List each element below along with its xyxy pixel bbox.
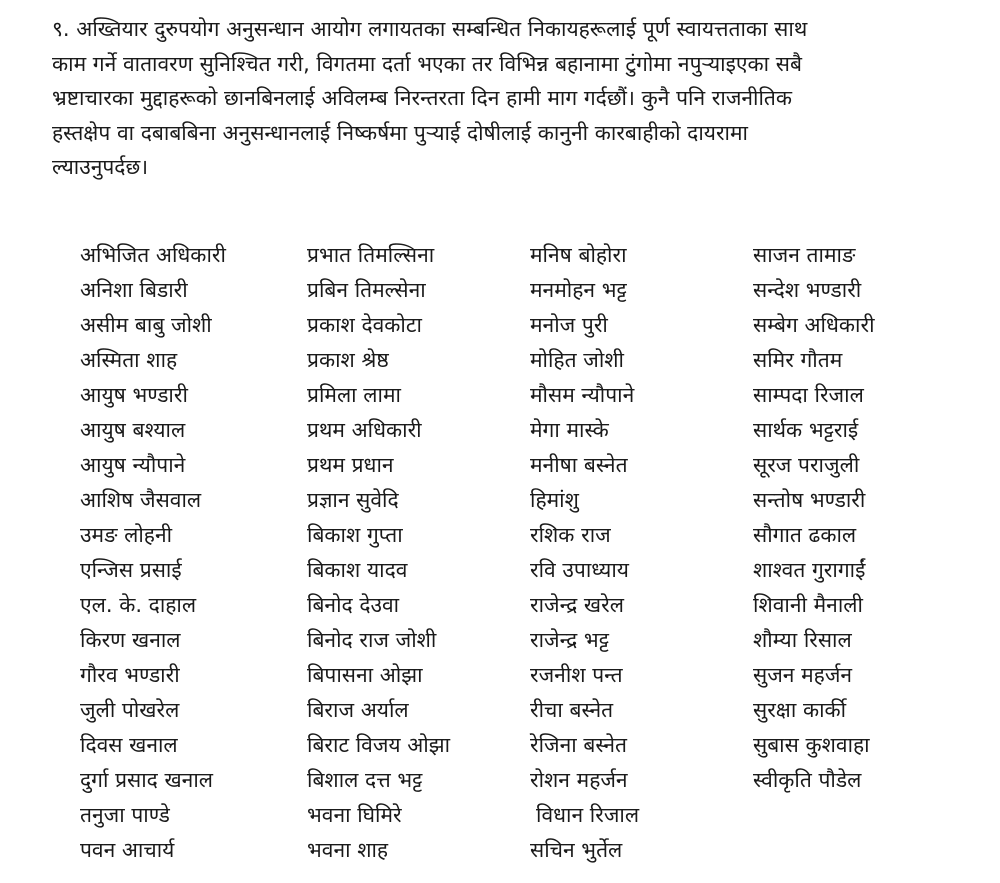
paragraph-line: हस्तक्षेप वा दबाबबिना अनुसन्धानलाई निष्कर्षमा पुऱ्याई दोषीलाई कानुनी कारबाहीको दायरामा	[52, 120, 748, 145]
signatory-name: प्रथम अधिकारी	[307, 418, 422, 442]
signatory-name: बिशाल दत्त भट्ट	[307, 768, 423, 792]
signatory-name: प्रमिला लामा	[307, 383, 401, 407]
signatory-name: रवि उपाध्याय	[530, 558, 629, 582]
signatory-name: शिवानी मैनाली	[753, 593, 863, 617]
signatory-name: भवना घिमिरे	[307, 803, 402, 827]
signatory-name: सुजन महर्जन	[753, 663, 853, 687]
signatory-name: एल. के. दाहाल	[80, 593, 197, 617]
signatory-name: मनीषा बस्नेत	[530, 453, 628, 477]
signatory-name: सौगात ढकाल	[753, 523, 857, 547]
signatory-name: प्रकाश श्रेष्ठ	[307, 348, 389, 372]
signatory-name: आयुष बश्याल	[80, 418, 186, 442]
signatory-column-3	[530, 238, 750, 868]
signatory-name: पवन आचार्य	[80, 838, 175, 862]
signatory-name: भवना शाह	[307, 838, 389, 862]
signatory-name: विधान रिजाल	[536, 803, 640, 827]
signatory-name: बिराट विजय ओझा	[307, 733, 451, 757]
signatory-name: बिराज अर्याल	[307, 698, 409, 722]
paragraph-line: काम गर्ने वातावरण सुनिश्चित गरी, विगतमा दर्ता भएका तर विभिन्न बहानामा टुंगोमा नपुऱ्याइएका सबै	[52, 51, 802, 76]
signatory-name: अस्मिता शाह	[80, 348, 178, 372]
signatory-name: बिनोद राज जोशी	[307, 628, 437, 652]
signatory-name: बिकाश यादव	[307, 558, 408, 582]
signatory-name: सूरज पराजुली	[753, 453, 860, 477]
signatory-name: रजनीश पन्त	[530, 663, 623, 687]
signatory-column-2	[307, 238, 527, 868]
signatory-name: हिमांशु	[530, 488, 579, 512]
signatory-name: रोशन महर्जन	[530, 768, 628, 792]
signatory-name: बिनोद देउवा	[307, 593, 400, 617]
signatory-name: राजेन्द्र भट्ट	[530, 628, 609, 652]
signatory-name: अभिजित अधिकारी	[80, 243, 226, 267]
signatory-name: जुली पोखरेल	[80, 698, 180, 722]
signatory-name: सचिन भुर्तेल	[530, 838, 623, 862]
signatory-name: तनुजा पाण्डे	[80, 803, 170, 827]
signatory-name: असीम बाबु जोशी	[80, 313, 212, 337]
paragraph-line: ९. अख्तियार दुरुपयोग अनुसन्धान आयोग लगायतका सम्बन्धित निकायहरूलाई पूर्ण स्वायत्तताका साथ	[52, 17, 808, 41]
signatory-name: शाश्वत गुरागाईं	[753, 558, 866, 582]
signatory-name: सार्थक भट्टराई	[753, 418, 859, 442]
signatory-name: अनिशा बिडारी	[80, 278, 188, 302]
signatory-name: सन्देश भण्डारी	[753, 278, 862, 302]
signatory-name: रशिक राज	[530, 523, 611, 547]
signatory-name: मोहित जोशी	[530, 348, 624, 372]
paragraph-line: भ्रष्टाचारका मुद्दाहरूको छानबिनलाई अविलम्ब निरन्तरता दिन हामी माग गर्दछौं। कुनै पनि राजनीतिक	[52, 86, 793, 110]
signatory-name: प्रकाश देवकोटा	[307, 313, 422, 337]
signatory-name: बिकाश गुप्ता	[307, 523, 403, 547]
signatory-name: प्रज्ञान सुवेदि	[307, 488, 399, 512]
signatory-name: सम्बेग अधिकारी	[753, 313, 875, 337]
signatory-name: स्वीकृति पौडेल	[753, 768, 862, 792]
signatory-column-4	[753, 238, 973, 798]
signatory-name: रेजिना बस्नेत	[530, 733, 628, 757]
signatory-name: प्रभात तिमल्सिना	[307, 243, 435, 267]
signatory-name: आयुष भण्डारी	[80, 383, 188, 407]
signatory-name: समिर गौतम	[753, 348, 843, 372]
signatory-name: साम्पदा रिजाल	[753, 383, 864, 407]
signatory-name: प्रथम प्रधान	[307, 453, 394, 477]
signatory-name: सुरक्षा कार्की	[753, 698, 847, 722]
signatory-name: दुर्गा प्रसाद खनाल	[80, 768, 214, 792]
signatory-name: सुबास कुशवाहा	[753, 733, 870, 757]
signatory-name: मनिष बोहोरा	[530, 243, 627, 267]
signatory-name: एन्जिस प्रसाई	[80, 558, 182, 582]
paragraph-line: ल्याउनुपर्दछ।	[52, 155, 149, 179]
signatory-name: आयुष न्यौपाने	[80, 453, 186, 477]
signatory-name: उमङ लोहनी	[80, 523, 173, 547]
signatory-name: किरण खनाल	[80, 628, 181, 652]
signatory-name: मनोज पुरी	[530, 313, 608, 337]
signatory-name: राजेन्द्र खरेल	[530, 593, 624, 617]
signatory-name: आशिष जैसवाल	[80, 488, 202, 512]
signatory-name: रीचा बस्नेत	[530, 698, 614, 722]
signatory-name: साजन तामाङ	[753, 243, 856, 267]
signatory-name: शौम्या रिसाल	[753, 628, 852, 652]
signatory-name: बिपासना ओझा	[307, 663, 423, 687]
signatory-column-1	[80, 238, 300, 868]
signatory-name: मनमोहन भट्ट	[530, 278, 627, 302]
signatory-name: मौसम न्यौपाने	[530, 383, 635, 407]
signatory-name: सन्तोष भण्डारी	[753, 488, 866, 512]
signatory-name: गौरव भण्डारी	[80, 663, 180, 687]
signatory-name: मेगा मास्के	[530, 418, 609, 442]
signatory-name: प्रबिन तिमल्सेना	[307, 278, 426, 302]
demand-paragraph	[52, 12, 952, 185]
signatory-name: दिवस खनाल	[80, 733, 178, 757]
